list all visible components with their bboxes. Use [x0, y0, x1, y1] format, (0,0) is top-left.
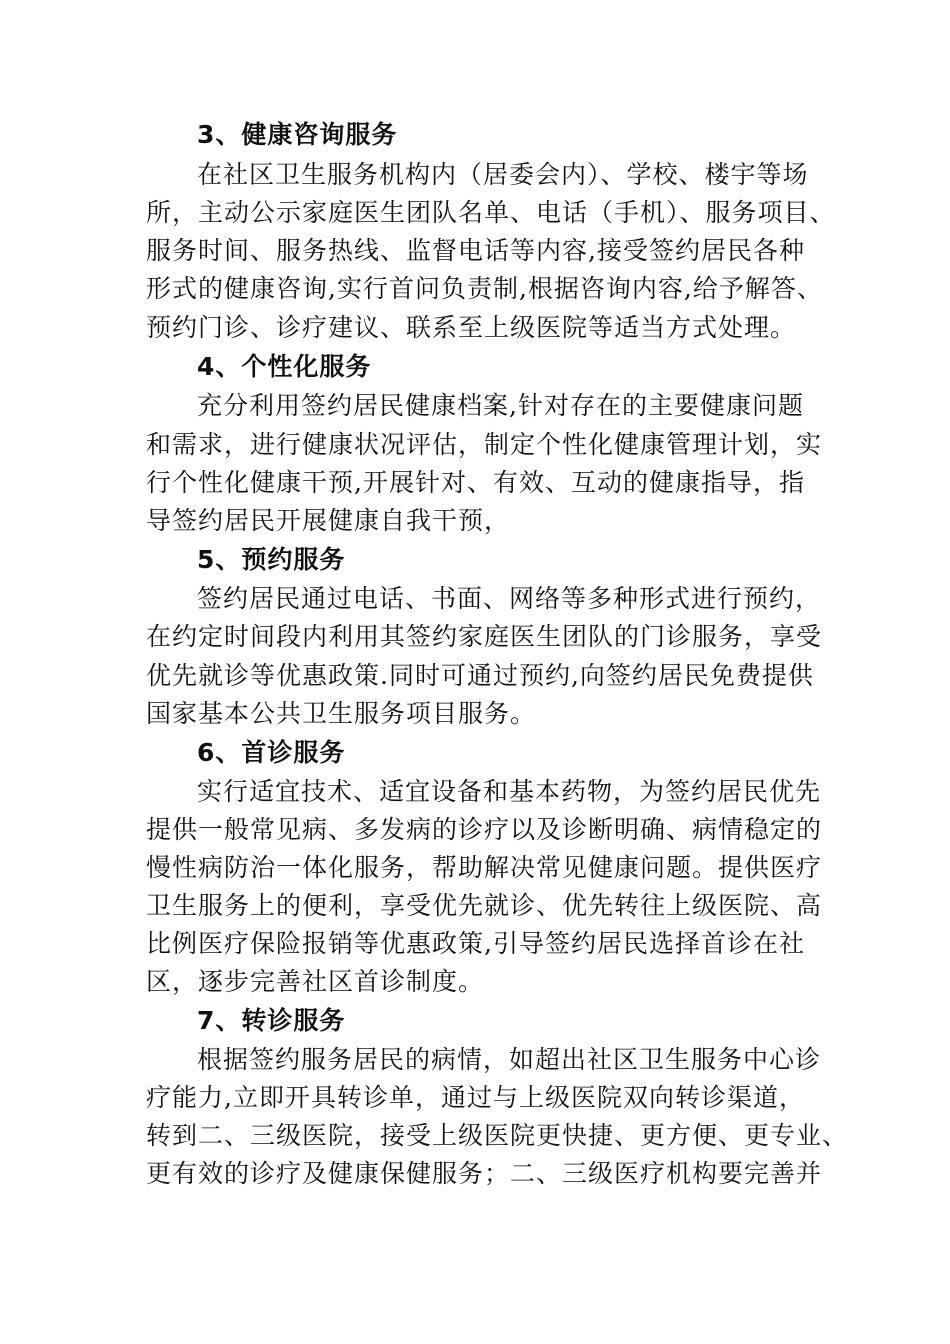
section-heading: 3、健康咨询服务 — [197, 120, 398, 149]
paragraph-line: 形式的健康咨询,实行首问负责制,根据咨询内容,给予解答、 — [146, 274, 823, 303]
paragraph-line: 提供一般常见病、多发病的诊疗以及诊断明确、病情稳定的 — [146, 815, 823, 844]
section-heading: 5、预约服务 — [197, 545, 346, 574]
paragraph-line: 区，逐步完善社区首诊制度。 — [146, 967, 485, 996]
paragraph-line: 所，主动公示家庭医生团队名单、电话（手机）、服务项目、 — [146, 198, 836, 227]
paragraph-line: 服务时间、服务热线、监督电话等内容,接受签约居民各种 — [146, 236, 805, 265]
paragraph-line: 行个性化健康干预,开展针对、有效、互动的健康指导，指 — [146, 468, 805, 497]
paragraph-line: 疗能力,立即开具转诊单，通过与上级医院双向转诊渠道， — [146, 1083, 805, 1112]
paragraph-line: 更有效的诊疗及健康保健服务；二、三级医疗机构要完善并 — [146, 1159, 823, 1188]
paragraph-line: 卫生服务上的便利，享受优先就诊、优先转往上级医院、高 — [146, 891, 823, 920]
paragraph-line: 转到二、三级医院，接受上级医院更快捷、更方便、更专业、 — [146, 1121, 849, 1150]
paragraph-line: 充分利用签约居民健康档案,针对存在的主要健康问题 — [197, 391, 804, 420]
section-heading: 7、转诊服务 — [197, 1006, 346, 1035]
paragraph-line: 优先就诊等优惠政策.同时可通过预约,向签约居民免费提供 — [146, 661, 814, 690]
paragraph-line: 根据签约服务居民的病情，如超出社区卫生服务中心诊 — [197, 1045, 822, 1074]
paragraph-line: 比例医疗保险报销等优惠政策,引导签约居民选择首诊在社 — [146, 929, 805, 958]
section-heading: 4、个性化服务 — [197, 352, 372, 381]
paragraph-line: 在约定时间段内利用其签约家庭医生团队的门诊服务，享受 — [146, 622, 823, 651]
paragraph-line: 在社区卫生服务机构内（居委会内）、学校、楼宇等场 — [197, 160, 809, 189]
paragraph-line: 和需求，进行健康状况评估，制定个性化健康管理计划，实 — [146, 430, 823, 459]
section-heading: 6、首诊服务 — [197, 738, 346, 767]
paragraph-line: 实行适宜技术、适宜设备和基本药物，为签约居民优先 — [197, 777, 822, 806]
paragraph-line: 国家基本公共卫生服务项目服务。 — [146, 699, 537, 728]
paragraph-line: 导签约居民开展健康自我干预， — [146, 506, 511, 535]
paragraph-line: 慢性病防治一体化服务，帮助解决常见健康问题。提供医疗 — [146, 853, 823, 882]
paragraph-line: 签约居民通过电话、书面、网络等多种形式进行预约， — [197, 584, 822, 613]
paragraph-line: 预约门诊、诊疗建议、联系至上级医院等适当方式处理。 — [146, 313, 797, 342]
